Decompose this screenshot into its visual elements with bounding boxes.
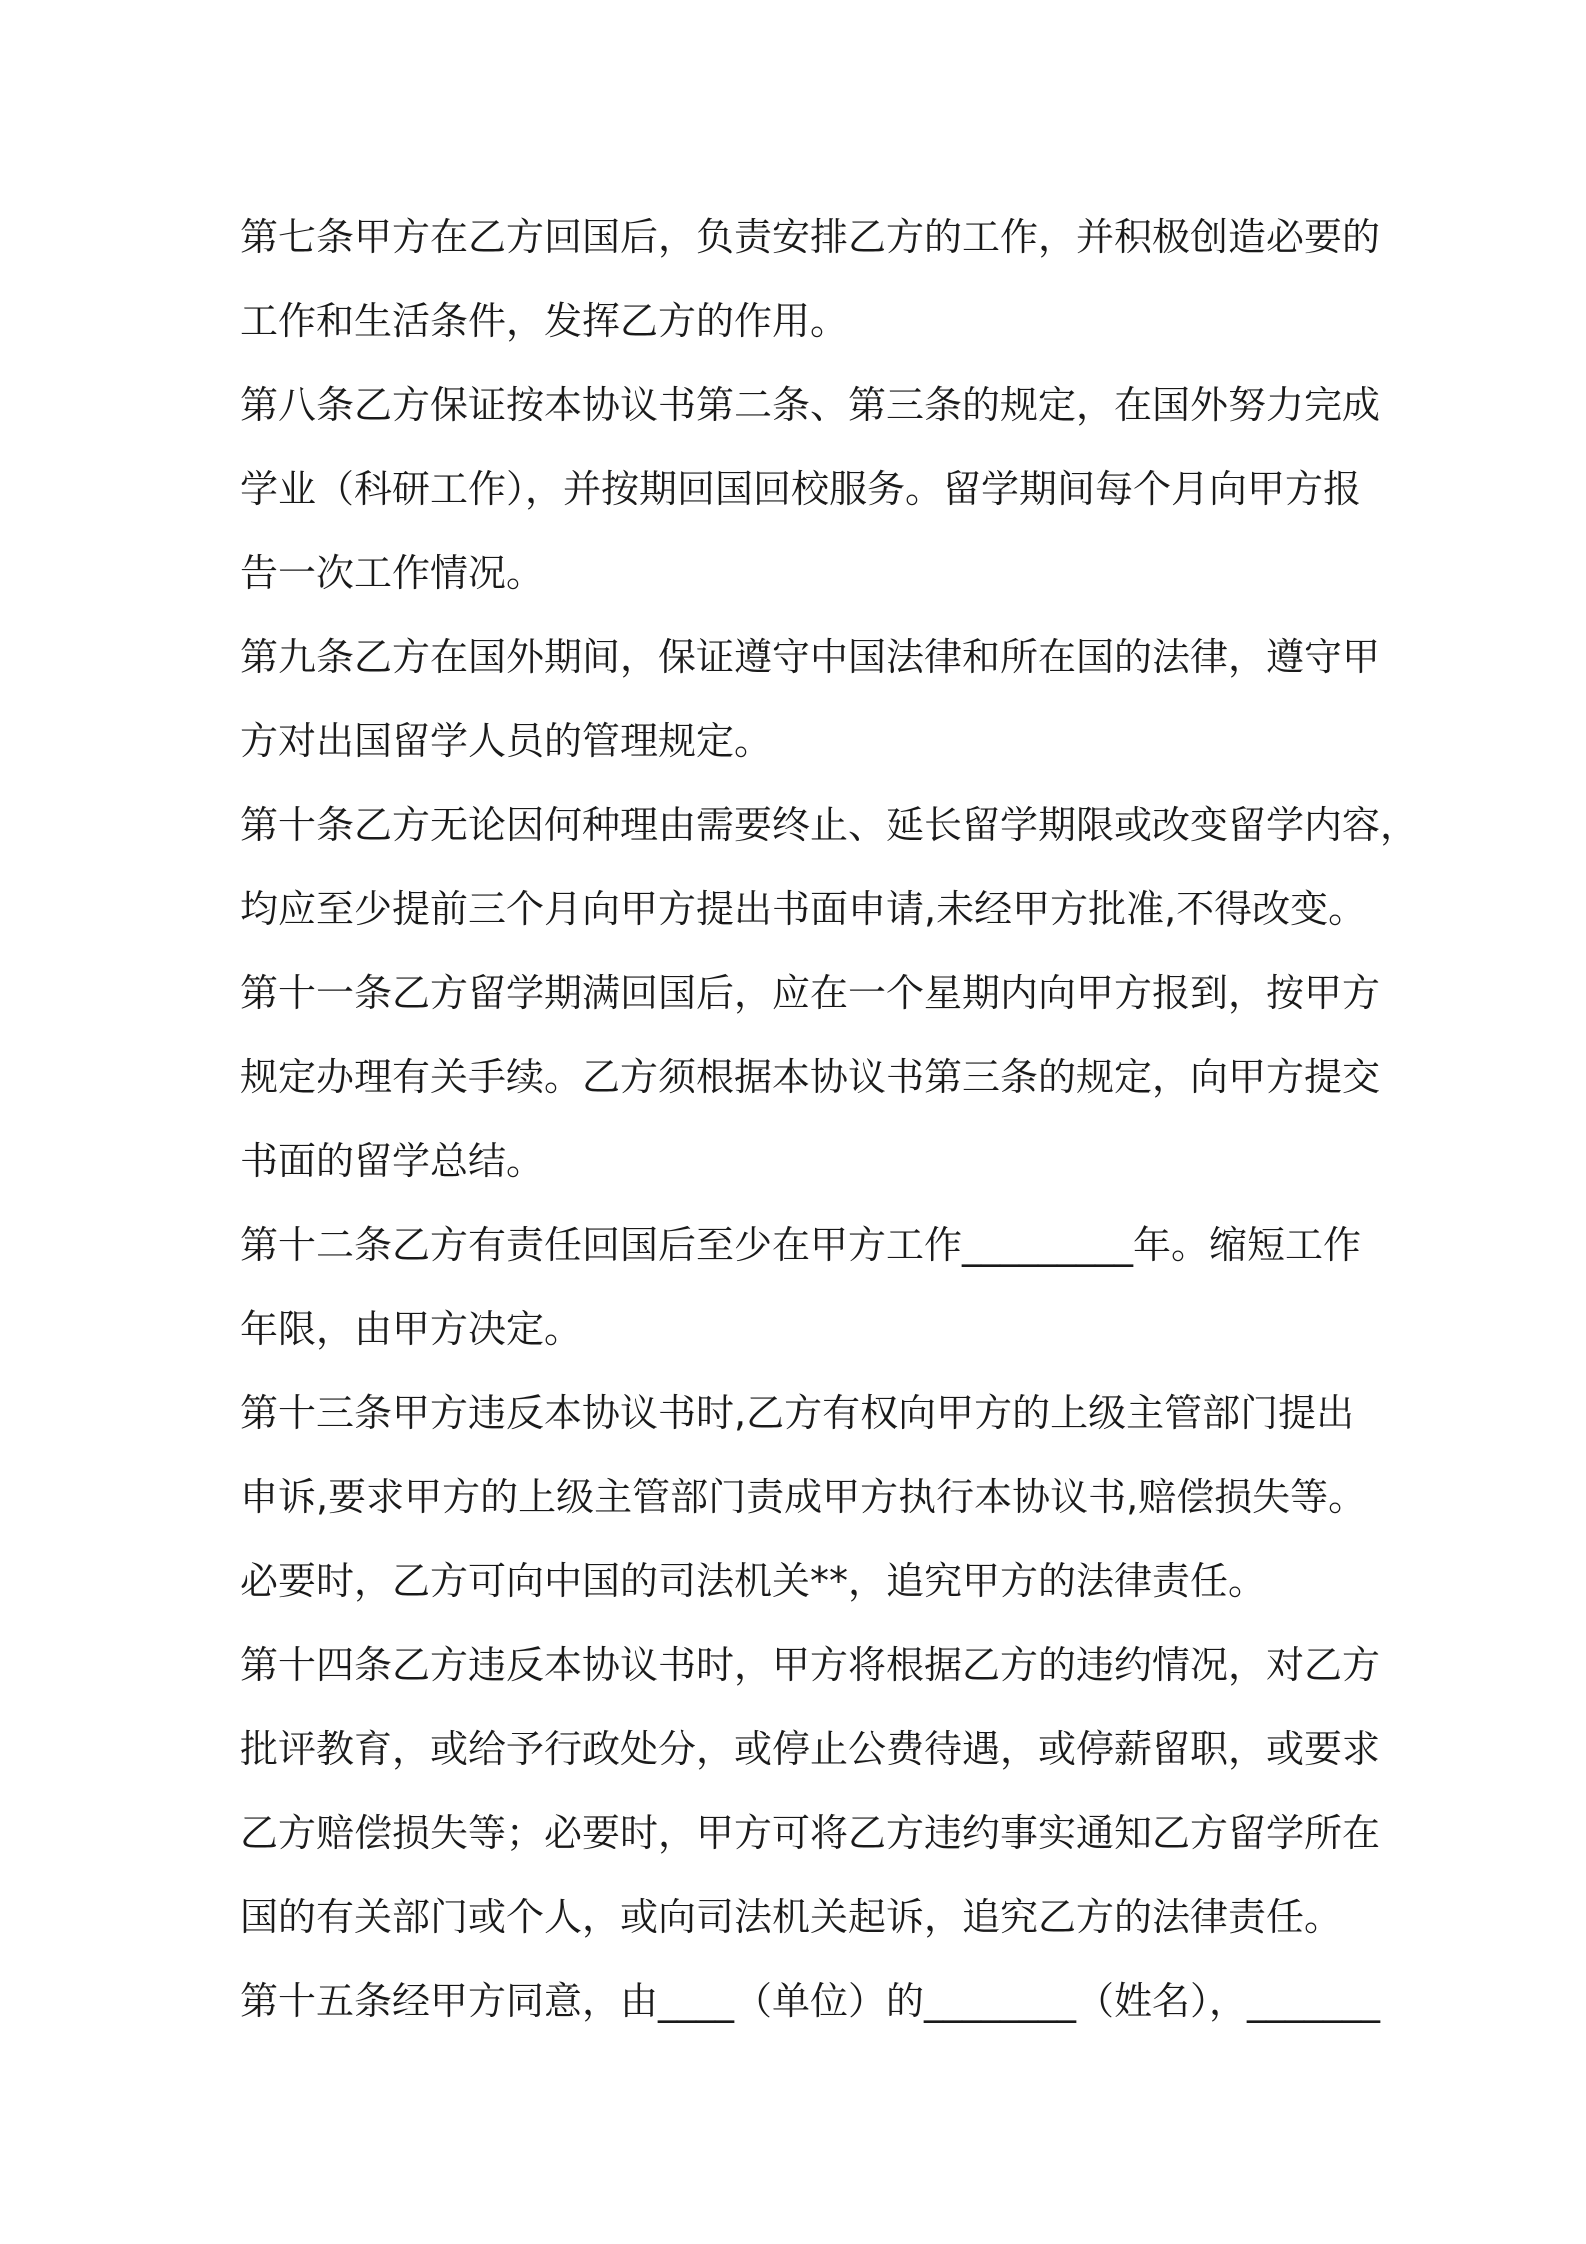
article-9-line-1: 第九条乙方在国外期间，保证遵守中国法律和所在国的法律，遵守甲	[240, 635, 1381, 679]
article-11-line-1: 第十一条乙方留学期满回国后，应在一个星期内向甲方报到，按甲方	[240, 971, 1381, 1015]
article-7-line-1: 第七条甲方在乙方回国后，负责安排乙方的工作，并积极创造必要的	[240, 215, 1381, 259]
document-body	[240, 195, 1419, 2043]
article-13-line-3: 必要时，乙方可向中国的司法机关**，追究甲方的法律责任。	[240, 1559, 1267, 1603]
article-14-line-2: 批评教育，或给予行政处分，或停止公费待遇，或停薪留职，或要求	[240, 1727, 1381, 1771]
article-11-line-2: 规定办理有关手续。乙方须根据本协议书第三条的规定，向甲方提交	[240, 1055, 1381, 1099]
article-8-line-2: 学业（科研工作），并按期回国回校服务。留学期间每个月向甲方报	[240, 467, 1362, 511]
article-15-line-1: 第十五条经甲方同意，由____（单位）的________（姓名），_______	[240, 1979, 1381, 2023]
article-10-line-2: 均应至少提前三个月向甲方提出书面申请,未经甲方批准,不得改变。	[240, 887, 1367, 931]
article-7-line-2: 工作和生活条件，发挥乙方的作用。	[240, 299, 849, 343]
article-8-line-3: 告一次工作情况。	[240, 551, 545, 595]
article-10-line-1: 第十条乙方无论因何种理由需要终止、延长留学期限或改变留学内容，	[240, 803, 1419, 847]
article-11-line-3: 书面的留学总结。	[240, 1139, 545, 1183]
article-14-line-1: 第十四条乙方违反本协议书时，甲方将根据乙方的违约情况，对乙方	[240, 1643, 1381, 1687]
article-12-line-1: 第十二条乙方有责任回国后至少在甲方工作_________年。缩短工作	[240, 1223, 1362, 1267]
article-9-line-2: 方对出国留学人员的管理规定。	[240, 719, 773, 763]
article-14-line-3: 乙方赔偿损失等；必要时，甲方可将乙方违约事实通知乙方留学所在	[240, 1811, 1381, 1855]
article-12-line-2: 年限，由甲方决定。	[240, 1307, 583, 1351]
article-13-line-2: 申诉,要求甲方的上级主管部门责成甲方执行本协议书,赔偿损失等。	[240, 1475, 1367, 1519]
article-8-line-1: 第八条乙方保证按本协议书第二条、第三条的规定，在国外努力完成	[240, 383, 1381, 427]
article-13-line-1: 第十三条甲方违反本协议书时,乙方有权向甲方的上级主管部门提出	[240, 1391, 1355, 1435]
article-14-line-4: 国的有关部门或个人，或向司法机关起诉，追究乙方的法律责任。	[240, 1895, 1343, 1939]
